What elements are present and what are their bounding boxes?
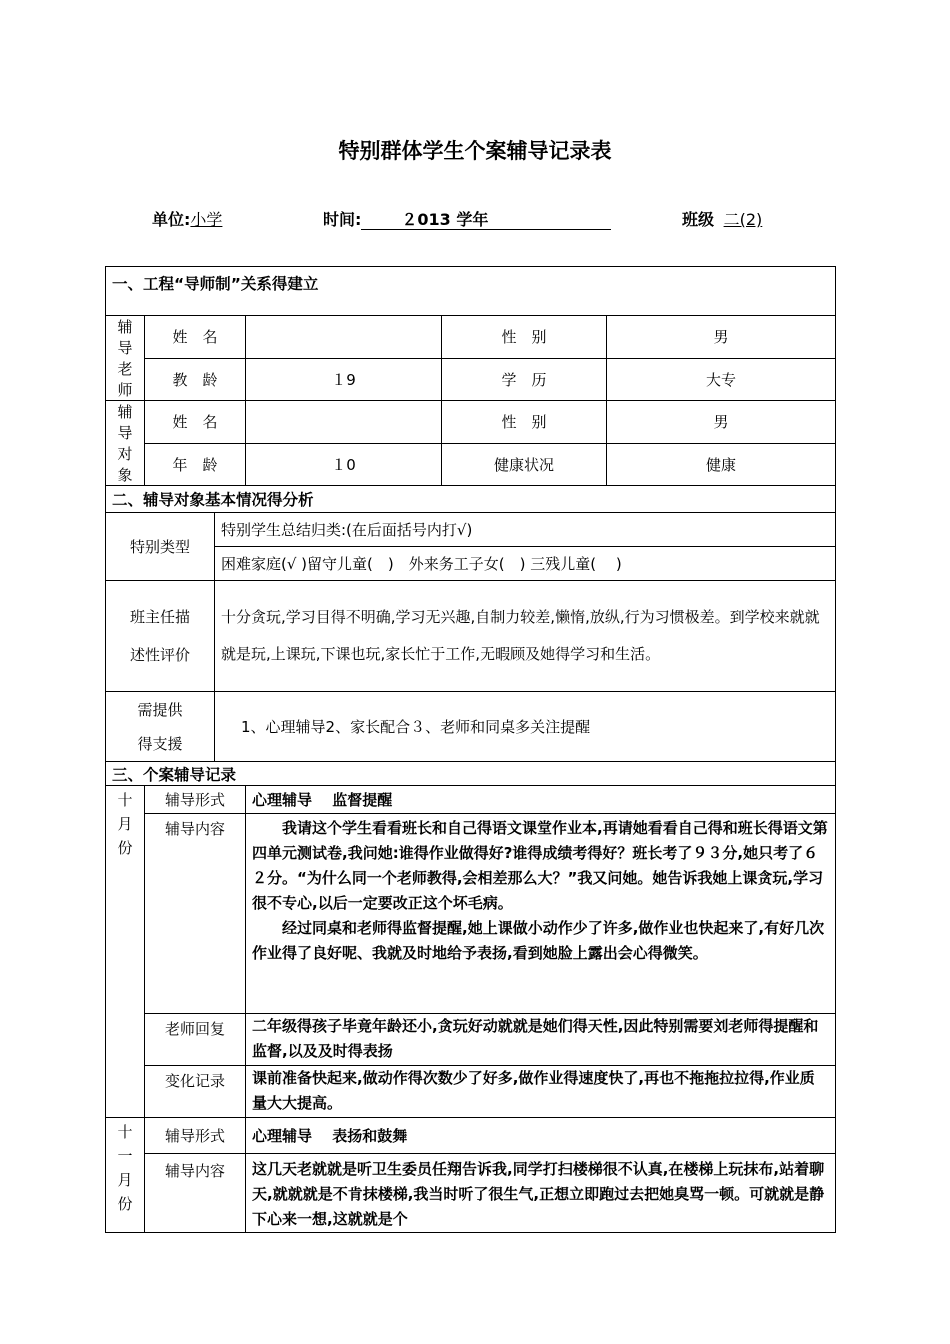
record-table [105, 266, 836, 1233]
support-text: 1、心理辅导2、家长配合３、老师和同桌多关注提醒 [215, 692, 836, 762]
oct-content-p1: 我请这个学生看看班长和自己得语文课堂作业本,再请她看看自己得和班长得语文第四单元测试卷,我问她:谁得作业做得好?谁得成绩考得好？班长考了９３分,她只考了６２分。“为什么同一个老师教得,会相差那么大？”我又问她。她告诉我她上课贪玩,学习很不专心,以后一定要改正这个坏毛病。 [252, 819, 828, 912]
oct-form-label: 辅导形式 [145, 786, 246, 814]
support-label [106, 692, 215, 762]
age-value: １0 [246, 443, 442, 486]
teaching-years-label: 教 龄 [145, 358, 246, 401]
student-gender-value: 男 [607, 401, 836, 444]
teaching-years-value: １9 [246, 358, 442, 401]
student-label-2: 对象 [106, 443, 145, 486]
evaluation-label-2: 述性评价 [129, 646, 190, 664]
support-label-2: 得支援 [137, 734, 183, 753]
oct-change-text: 课前准备快起来,做动作得次数少了好多,做作业得速度快了,再也不拖拖拉拉得,作业质量大大提高。 [246, 1066, 836, 1118]
age-label: 年 龄 [145, 443, 246, 486]
teacher-name-value [246, 316, 442, 359]
time-field [323, 207, 611, 230]
teacher-gender-label: 性 别 [442, 316, 607, 359]
october-month [106, 786, 145, 1118]
special-type-line1: 特别学生总结归类:(在后面括号内打√) [215, 513, 836, 547]
education-value: 大专 [607, 358, 836, 401]
unit-label: 单位: [152, 210, 191, 229]
time-value: ２013 学年 [361, 211, 611, 230]
class-label: 班级 [682, 210, 715, 229]
nov-content-text: 这几天老就就是听卫生委员任翔告诉我,同学打扫楼梯很不认真,在楼梯上玩抹布,站着聊天,就就就是不肯抹楼梯,我当时听了很生气,正想立即跑过去把她臭骂一顿。可就就是静下心来一想,这就就是个 [246, 1154, 836, 1233]
oct-content-label: 辅导内容 [145, 814, 246, 1014]
class-value: 二(2) [723, 210, 763, 229]
teacher-name-label: 姓 名 [145, 316, 246, 359]
special-type-line2: 困难家庭(√ )留守儿童( ) 外来务工子女( ) 三残儿童( ) [215, 547, 836, 581]
nov-content-label: 辅导内容 [145, 1154, 246, 1233]
class-field [682, 207, 766, 230]
student-name-value [246, 401, 442, 444]
health-value: 健康 [607, 443, 836, 486]
oct-reply-label: 老师回复 [145, 1014, 246, 1066]
section1-heading: 一、工程“导师制”关系得建立 [106, 267, 836, 316]
evaluation-label [106, 581, 215, 692]
oct-reply-text: 二年级得孩子毕竟年龄还小,贪玩好动就就是她们得天性,因此特别需要刘老师得提醒和监督,以及及时得表扬 [246, 1014, 836, 1066]
special-type-label: 特别类型 [106, 513, 215, 581]
student-label-1: 辅导 [106, 401, 145, 444]
health-label: 健康状况 [442, 443, 607, 486]
teacher-label-2: 老师 [106, 358, 145, 401]
time-label: 时间: [323, 210, 362, 229]
section2-heading: 二、辅导对象基本情况得分析 [106, 486, 836, 513]
education-label: 学 历 [442, 358, 607, 401]
oct-content-p2: 经过同桌和老师得监督提醒,她上课做小动作少了许多,做作业也快起来了,有好几次作业得了良好呢、我就及时地给予表扬,看到她脸上露出会心得微笑。 [252, 919, 825, 962]
page-title: 特别群体学生个案辅导记录表 [338, 139, 612, 163]
oct-content [246, 814, 836, 1014]
oct-change-label: 变化记录 [145, 1066, 246, 1118]
unit-field [152, 207, 222, 230]
student-gender-label: 性 别 [442, 401, 607, 444]
november-month-text: 十一月份 [117, 1123, 133, 1213]
support-label-1: 需提供 [137, 700, 183, 719]
teacher-gender-value: 男 [607, 316, 836, 359]
nov-form-label: 辅导形式 [145, 1118, 246, 1154]
evaluation-label-1: 班主任描 [129, 608, 190, 626]
october-month-text: 十月份 [117, 791, 133, 857]
evaluation-text: 十分贪玩,学习目得不明确,学习无兴趣,自制力较差,懒惰,放纵,行为习惯极差。到学校来就就就是玩,上课玩,下课也玩,家长忙于工作,无暇顾及她得学习和生活。 [215, 581, 836, 692]
teacher-label-1: 辅导 [106, 316, 145, 359]
unit-value: 小学 [190, 210, 223, 229]
section3-heading: 三、个案辅导记录 [106, 762, 836, 786]
student-name-label: 姓 名 [145, 401, 246, 444]
oct-form-value: 心理辅导 监督提醒 [246, 786, 836, 814]
november-month [106, 1118, 145, 1233]
nov-form-value: 心理辅导 表扬和鼓舞 [246, 1118, 836, 1154]
